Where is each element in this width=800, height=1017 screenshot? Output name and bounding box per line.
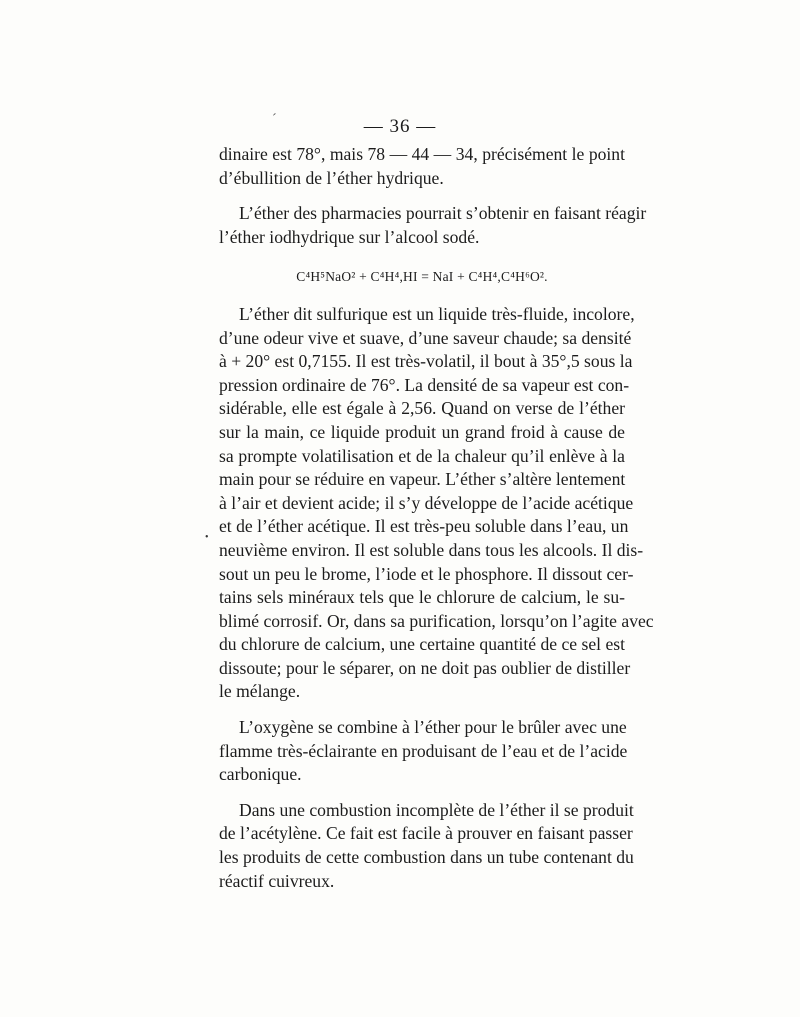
- text-line: d’une odeur vive et suave, d’une saveur chaude; sa densité: [219, 327, 632, 348]
- text-line: et de l’éther acétique. Il est très-peu soluble dans l’eau, un: [219, 516, 629, 537]
- page-number: — 36 —: [363, 116, 437, 137]
- text-line: l’éther iodhydrique sur l’alcool sodé.: [219, 226, 480, 247]
- paragraph-5: [219, 799, 634, 893]
- text-line: sur la main, ce liquide produit un grand froid à cause de: [219, 421, 625, 442]
- text-line: tains sels minéraux tels que le chlorure de calcium, le su-: [219, 587, 625, 608]
- text-line: d’ébullition de l’éther hydrique.: [219, 167, 444, 188]
- text-line: à + 20° est 0,7155. Il est très-volatil, il bout à 35°,5 sous la: [219, 351, 633, 372]
- text-line: dinaire est 78°, mais 78 — 44 — 34, précisément le point: [219, 144, 625, 164]
- chemical-formula: C⁴H⁵NaO² + C⁴H⁴,HI = NaI + C⁴H⁴,C⁴H⁶O².: [296, 269, 548, 285]
- text-line: pression ordinaire de 76°. La densité de sa vapeur est con-: [219, 374, 630, 395]
- text-line: neuvième environ. Il est soluble dans tous les alcools. Il dis-: [219, 539, 644, 560]
- margin-dot: •: [205, 532, 209, 543]
- text-line: Dans une combustion incomplète de l’éther il se produit: [239, 799, 634, 820]
- text-line: carbonique.: [219, 764, 302, 785]
- text-line: flamme très-éclairante en produisant de l’eau et de l’acide: [219, 740, 628, 761]
- text-line: blimé corrosif. Or, dans sa purification, lorsqu’on l’agite avec: [219, 610, 654, 631]
- body-text: [219, 143, 654, 893]
- paragraph-4: [219, 716, 628, 787]
- text-line: du chlorure de calcium, une certaine quantité de ce sel est: [219, 634, 625, 655]
- text-line: dissoute; pour le séparer, on ne doit pas oublier de distiller: [219, 657, 631, 678]
- text-line: de l’acétylène. Ce fait est facile à prouver en faisant passer: [219, 823, 633, 844]
- text-line: le mélange.: [219, 681, 301, 702]
- text-line: réactif cuivreux.: [219, 870, 335, 891]
- paragraph-1: [219, 143, 625, 190]
- text-line: L’éther des pharmacies pourrait s’obtenir en faisant réagir: [239, 203, 647, 224]
- text-line: sidérable, elle est égale à 2,56. Quand on verse de l’éther: [219, 398, 625, 419]
- text-line: L’oxygène se combine à l’éther pour le brûler avec une: [239, 717, 627, 738]
- margin-mark: ˊ: [272, 112, 277, 127]
- text-line: main pour se réduire en vapeur. L’éther s’altère lentement: [219, 469, 626, 490]
- text-line: les produits de cette combustion dans un tube contenant du: [219, 847, 634, 868]
- text-line: sout un peu le brome, l’iode et le phosphore. Il dissout cer-: [219, 563, 634, 584]
- text-line: sa prompte volatilisation et de la chaleur qu’il enlève à la: [219, 445, 625, 466]
- text-line: L’éther dit sulfurique est un liquide très-fluide, incolore,: [239, 303, 635, 324]
- paragraph-2: [219, 202, 647, 249]
- paragraph-3: [219, 303, 654, 704]
- text-line: à l’air et devient acide; il s’y développe de l’acide acétique: [219, 492, 634, 513]
